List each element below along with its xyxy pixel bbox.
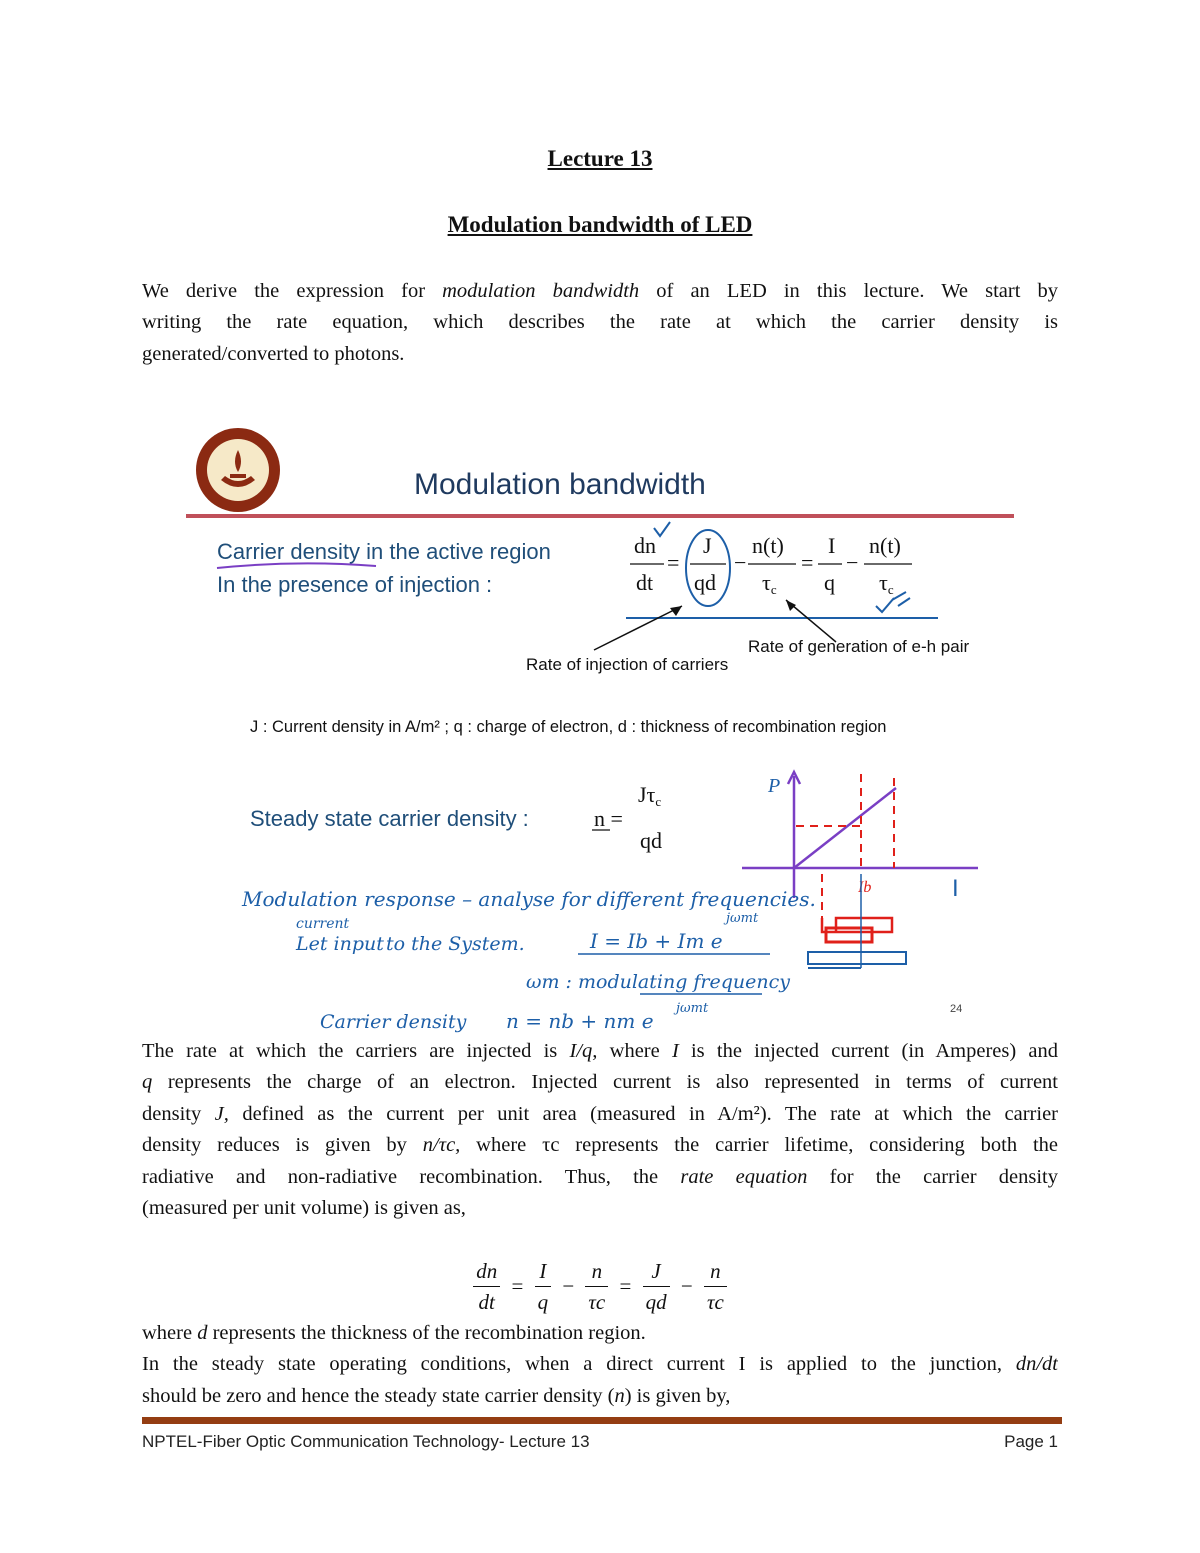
steady-state-paragraph (142, 1318, 1058, 1412)
para2-run: I (671, 1040, 679, 1062)
svg-text:=: = (667, 550, 680, 575)
slide-eq-nt: n(t) (752, 533, 784, 558)
hw-line-3: ωm : modulating frequency (526, 971, 791, 993)
svg-text:−: − (846, 550, 859, 575)
slide-number: 24 (950, 1003, 963, 1015)
slide-eq-qd: qd (694, 570, 716, 595)
para3-run: In the steady state operating conditions, when a direct current I is applied to the junction, (142, 1353, 1016, 1376)
graph-label-P: P (768, 775, 781, 797)
para3-line (142, 1318, 1058, 1349)
section-title: Modulation bandwidth of LED (447, 212, 753, 237)
frac-dn-dt: $\frac{dn}{dt}$ (473, 1256, 500, 1317)
explanation-paragraph (142, 1036, 1058, 1224)
para2-run: density reduces is given by (142, 1134, 423, 1157)
para3-run: dn/dt (1015, 1353, 1058, 1376)
para2-line (142, 1130, 1058, 1161)
hw-line-2e: jωmt (726, 911, 759, 926)
slide-eq-dn: dn (634, 533, 656, 558)
para2-run: defined as the current per unit area (measured in A/m²). The rate at which the carrier (228, 1102, 1058, 1125)
para2-line (142, 1099, 1058, 1130)
annot-injection: Rate of injection of carriers (526, 655, 729, 674)
para3-run: where (142, 1322, 198, 1344)
slide-eq-J: J (703, 533, 712, 558)
steady-state-formula (592, 782, 662, 853)
svg-text:−: − (734, 550, 747, 575)
para2-line (142, 1067, 1058, 1098)
intro-line-2: writing the rate equation, which describes the rate at which the carrier density is (142, 311, 1058, 334)
annot-generation: Rate of generation of e-h pair (748, 637, 970, 656)
footer-course: NPTEL-Fiber Optic Communication Technology- Lecture 13 (142, 1432, 590, 1451)
intro-paragraph (142, 276, 1058, 370)
para2-run: (measured per unit volume) is given as, (142, 1196, 466, 1219)
hw-line-1: Modulation response – analyse for different frequencies. (242, 887, 816, 911)
svg-text:Jτc: Jτc (638, 782, 662, 809)
para3-run: ) is given by, (624, 1384, 731, 1407)
para2-run: for the carrier density (807, 1165, 1058, 1188)
equals-sign: = (619, 1274, 632, 1298)
slide-eq-nt2: n(t) (869, 533, 901, 558)
para2-run: q (142, 1071, 153, 1094)
para2-run: J, (214, 1102, 229, 1125)
para2-run: rate equation (680, 1165, 808, 1188)
equals-sign: = (511, 1274, 524, 1298)
slide-eq-q: q (824, 570, 835, 595)
svg-text:τc: τc (762, 570, 777, 597)
footer-rule (142, 1417, 1062, 1424)
carrier-label-2: In the presence of injection : (217, 572, 493, 597)
footer-page: Page 1 (1004, 1432, 1058, 1451)
handwritten-notes (241, 887, 816, 1033)
hw-line-2a: Let input (296, 933, 384, 955)
svg-text:=: = (801, 550, 814, 575)
para2-run: where τc represents the carrier lifetime, considering both the (460, 1134, 1058, 1157)
lecture-slide (186, 428, 1016, 1040)
intro-line-1: We derive the expression for modulation bandwidth of an LED in this lecture. We start by (142, 280, 1058, 302)
para2-line (142, 1162, 1058, 1193)
pi-graph (742, 772, 978, 968)
steady-state-label: Steady state carrier density : (250, 806, 529, 831)
hw-line-2c: to the System. (386, 933, 525, 955)
slide-eq-I: I (828, 533, 836, 558)
minus-sign: − (680, 1274, 693, 1298)
para3-run: represents the thickness of the recombination region. (207, 1322, 646, 1344)
frac-n-tau: $\frac{n}{\tau c}$ (585, 1256, 608, 1317)
frac-n-tau: $\frac{n}{\tau c}$ (704, 1256, 727, 1317)
steady-n: n = (594, 806, 623, 831)
frac-I-q: $\frac{I}{q}$ (535, 1256, 552, 1317)
hw-line-2d: I = Ib + Im e (590, 929, 723, 953)
slide-title-rule (186, 514, 1014, 518)
para2-run: density (142, 1102, 215, 1125)
slide-title: Modulation bandwidth (414, 468, 706, 501)
graph-label-I: I (952, 875, 959, 902)
minus-sign: − (562, 1274, 575, 1298)
para3-line (142, 1381, 1058, 1412)
hw-line-2b: current (296, 916, 350, 932)
rate-equation (0, 1256, 1200, 1317)
svg-text:τc: τc (879, 570, 894, 597)
institute-logo (196, 428, 280, 512)
hw-line-4c: jωmt (676, 1001, 709, 1016)
para2-run: is the injected current (in Amperes) and (678, 1040, 1058, 1062)
para2-run: represents the charge of an electron. Injected current is also represented in terms of current (152, 1071, 1058, 1094)
lecture-title: Lecture 13 (547, 146, 653, 171)
steady-den: qd (640, 828, 662, 853)
para2-run: I/q, (569, 1040, 598, 1062)
para2-run: n/τc, (422, 1134, 461, 1157)
para2-run: where (597, 1040, 672, 1062)
para2-run: radiative and non-radiative recombination. Thus, the (142, 1165, 681, 1188)
para3-run: n (614, 1384, 625, 1407)
slide-eq-dt: dt (636, 570, 654, 595)
slide-definition-line: J : Current density in A/m² ; q : charge of electron, d : thickness of recombination region (250, 718, 887, 736)
intro-line-3: generated/converted to photons. (142, 342, 405, 365)
para2-line (142, 1036, 1058, 1067)
para3-run: should be zero and hence the steady state carrier density ( (142, 1384, 615, 1407)
para3-line (142, 1349, 1058, 1380)
para3-run: d (197, 1322, 208, 1344)
para2-line (142, 1193, 1058, 1224)
frac-J-qd: $\frac{J}{qd}$ (643, 1256, 670, 1317)
graph-label-Ib: Ib (858, 879, 872, 896)
carrier-label-1: Carrier density in the active region (217, 539, 551, 564)
hw-line-4a: Carrier density (320, 1011, 467, 1033)
para2-run: The rate at which the carriers are injected is (142, 1040, 570, 1062)
hw-line-4b: n = nb + nm e (506, 1009, 654, 1033)
slide-rate-equation (630, 533, 912, 597)
